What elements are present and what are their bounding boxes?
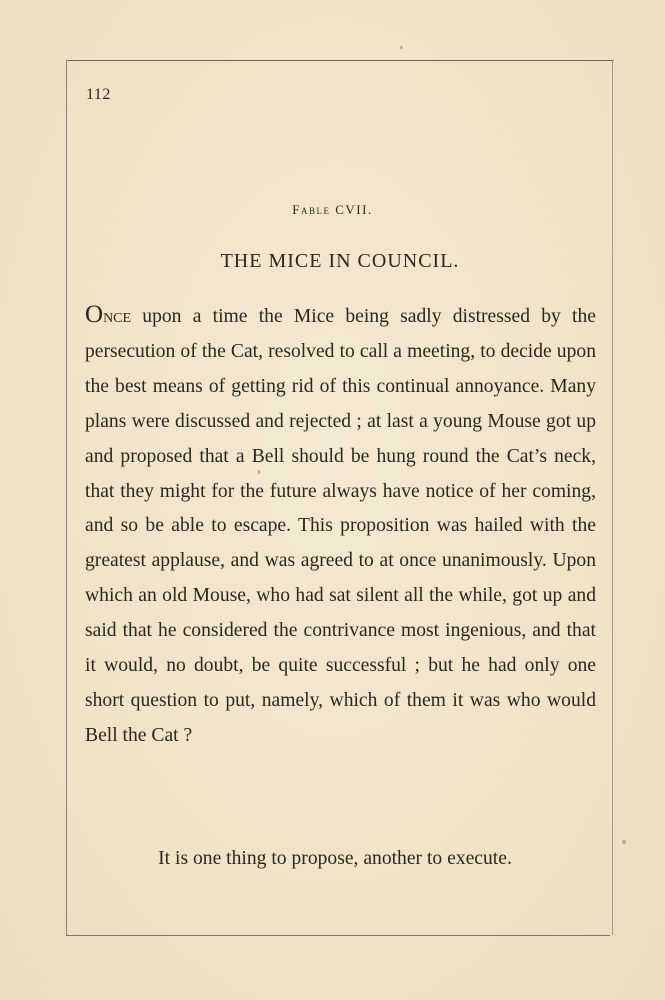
bottom-border-rule [66,935,610,936]
fable-body [85,298,596,754]
paper-speck [622,840,626,844]
drop-initial: O [85,301,104,328]
lead-word: nce [103,306,132,327]
fable-number: Fable CVII. [292,202,373,217]
body-paragraph: upon a time the Mice being sadly distressed by the persecution of the Cat, resolved to call a meeting, to decide upon the best means of getting rid of this continual annoyance. Many plans were discussed and rejected ; at last a young Mouse got up and proposed that a Bell should be hung round the Cat’s neck, that they might for the future always have notice of her coming, and so be able to escape. This proposition was hailed with the greatest applause, and was agreed to at once unanimously. Upon which an old Mouse, who had sat silent all the while, got up and said that he considered the contrivance most ingenious, and that it would, no doubt, be quite successful ; but he had only one short question to put, namely, which of them it was who would Bell the Cat ? [85,306,596,746]
page-number: 112 [86,86,111,103]
fable-title: THE MICE IN COUNCIL. [220,250,460,272]
right-border-rule [612,60,613,935]
left-border-rule [66,60,67,935]
top-border-rule [66,60,614,61]
fable-moral: It is one thing to propose, another to execute. [158,848,512,869]
paper-speck [400,46,403,49]
